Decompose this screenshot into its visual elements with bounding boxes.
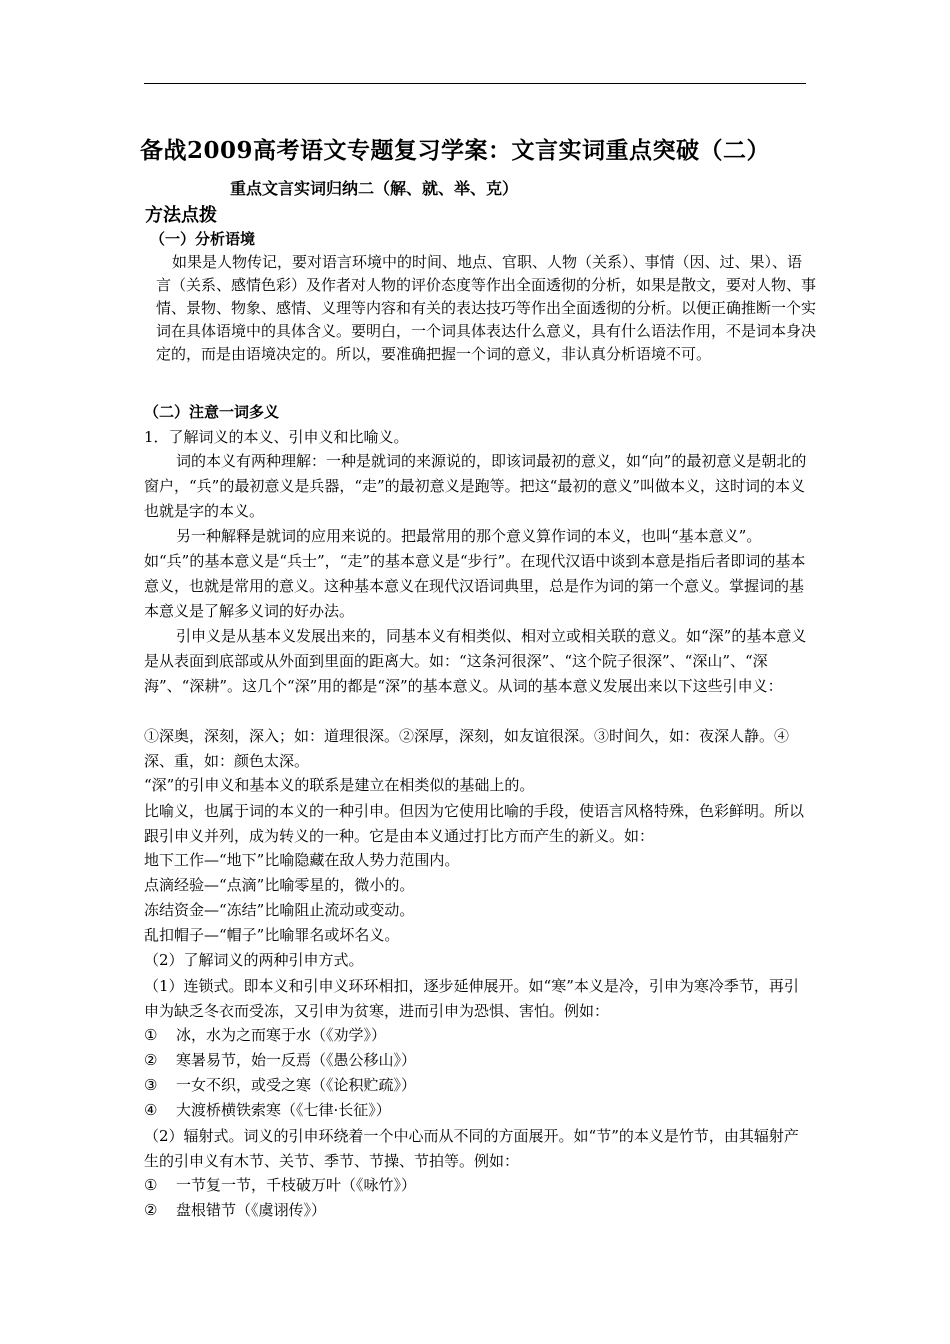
chain-example bbox=[144, 1074, 416, 1095]
item1-heading: 1．了解词义的本义、引申义和比喻义。 bbox=[144, 428, 409, 446]
example-text: 一节复一节，千枝破万叶（《咏竹》） bbox=[176, 1176, 417, 1194]
section1-heading: （一）分析语境 bbox=[150, 230, 256, 248]
chain-extension-text: （1）连锁式。即本义和引申义环环相扣，逐步延伸展开。如“寒”本义是冷，引申为寒冷季节，再引申为缺乏冬衣而受冻，又引申为贫寒，进而引申为恐惧、害怕。例如： bbox=[144, 977, 799, 1020]
paragraph-extended-list: ①深奥，深刻，深入；如：道理很深。②深厚，深刻，如友谊很深。③时间久，如：夜深人静。④深、重，如：颜色太深。 bbox=[144, 727, 790, 770]
example-number: ② bbox=[144, 1201, 158, 1219]
example-text: 一女不织，或受之寒（《论积贮疏》） bbox=[176, 1076, 417, 1094]
example-text: 盘根错节（《虞诩传》） bbox=[176, 1201, 327, 1219]
example-number: ① bbox=[144, 1026, 158, 1044]
radial-extension-text: （2）辐射式。词义的引申环绕着一个中心而从不同的方面展开。如“节”的本义是竹节，由其辐射产生的引申义有木节、关节、季节、节操、节拍等。例如： bbox=[144, 1127, 799, 1170]
radial-example bbox=[144, 1199, 326, 1220]
metaphor-example: 冻结资金—“冻结”比喻阻止流动或变动。 bbox=[144, 901, 415, 919]
example-number: ③ bbox=[144, 1076, 158, 1094]
section1-paragraph: 如果是人物传记，要对语言环境中的时间、地点、官职、人物（关系）、事情（因、过、果）、语言（关系、感情色彩）及作者对人物的评价态度等作出全面透彻的分析，如果是散文，要对人物、事情、景物、物象、感情、义理等内容和有关的表达技巧等作出全面透彻的分析。以便正确推断一个实词在具体语境中的具体含义。要明白，一个词具体表达什么意义，具有什么语法作用，不是词本身决定的，而是由语境决定的。所以，要准确把握一个词的意义，非认真分析语境不可。 bbox=[156, 253, 817, 363]
page-title: 备战2009高考语文专题复习学案：文言实词重点突破（二） bbox=[140, 137, 771, 164]
example-number: ① bbox=[144, 1176, 158, 1194]
example-number: ④ bbox=[144, 1101, 158, 1119]
chain-example bbox=[144, 1024, 386, 1045]
method-heading: 方法点拨 bbox=[145, 205, 217, 226]
paragraph-basic-meaning: 另一种解释是就词的应用来说的。把最常用的那个意义算作词的本义，也叫“基本意义”。如“兵”的基本意义是“兵士”，“走”的基本意义是“步行”。在现代汉语中谈到本意是指后者即词的基本意义，也就是常用的意义。这种基本意义在现代汉语词典里，总是作为词的第一个意义。掌握词的基本意义是了解多义词的好办法。 bbox=[144, 527, 806, 620]
paragraph-original-meaning: 词的本义有两种理解：一种是就词的来源说的，即该词最初的意义，如“向”的最初意义是朝北的窗户，“兵”的最初意义是兵器，“走”的最初意义是跑等。把这“最初的意义”叫做本义，这时词的本义也就是字的本义。 bbox=[144, 452, 807, 520]
paragraph-metaphor: 比喻义，也属于词的本义的一种引申。但因为它使用比喻的手段，使语言风格特殊，色彩鲜明。所以跟引申义并列，成为转义的一种。它是由本义通过打比方而产生的新义。如： bbox=[144, 802, 805, 845]
chain-example bbox=[144, 1099, 391, 1120]
header-rule bbox=[144, 83, 806, 84]
metaphor-example: 乱扣帽子—“帽子”比喻罪名或坏名义。 bbox=[144, 926, 400, 944]
example-text: 大渡桥横铁索寒（《七律·长征》） bbox=[176, 1101, 391, 1119]
paragraph-relation: “深”的引申义和基本义的联系是建立在相类似的基础上的。 bbox=[144, 776, 535, 794]
example-text: 冰，水为之而寒于水（《劝学》） bbox=[176, 1026, 387, 1044]
chain-example bbox=[144, 1049, 416, 1070]
example-number: ② bbox=[144, 1051, 158, 1069]
item2-heading: （2）了解词义的两种引申方式。 bbox=[144, 951, 364, 969]
example-text: 寒暑易节，始一反焉（《愚公移山》） bbox=[176, 1051, 417, 1069]
metaphor-example: 地下工作—“地下”比喻隐藏在敌人势力范围内。 bbox=[144, 851, 460, 869]
paragraph-extended-meaning: 引申义是从基本义发展出来的，同基本义有相类似、相对立或相关联的意义。如“深”的基本意义是从表面到底部或从外面到里面的距离大。如：“这条河很深”、“这个院子很深”、“深山”、“深海”、“深耕”。这几个“深”用的都是“深”的基本意义。从词的基本意义发展出来以下这些引申义： bbox=[144, 627, 807, 695]
section2-heading: （二）注意一词多义 bbox=[144, 403, 280, 421]
metaphor-example: 点滴经验—“点滴”比喻零星的，微小的。 bbox=[144, 876, 415, 894]
page-subtitle: 重点文言实词归纳二（解、就、举、克） bbox=[230, 179, 519, 198]
radial-example bbox=[144, 1174, 416, 1195]
